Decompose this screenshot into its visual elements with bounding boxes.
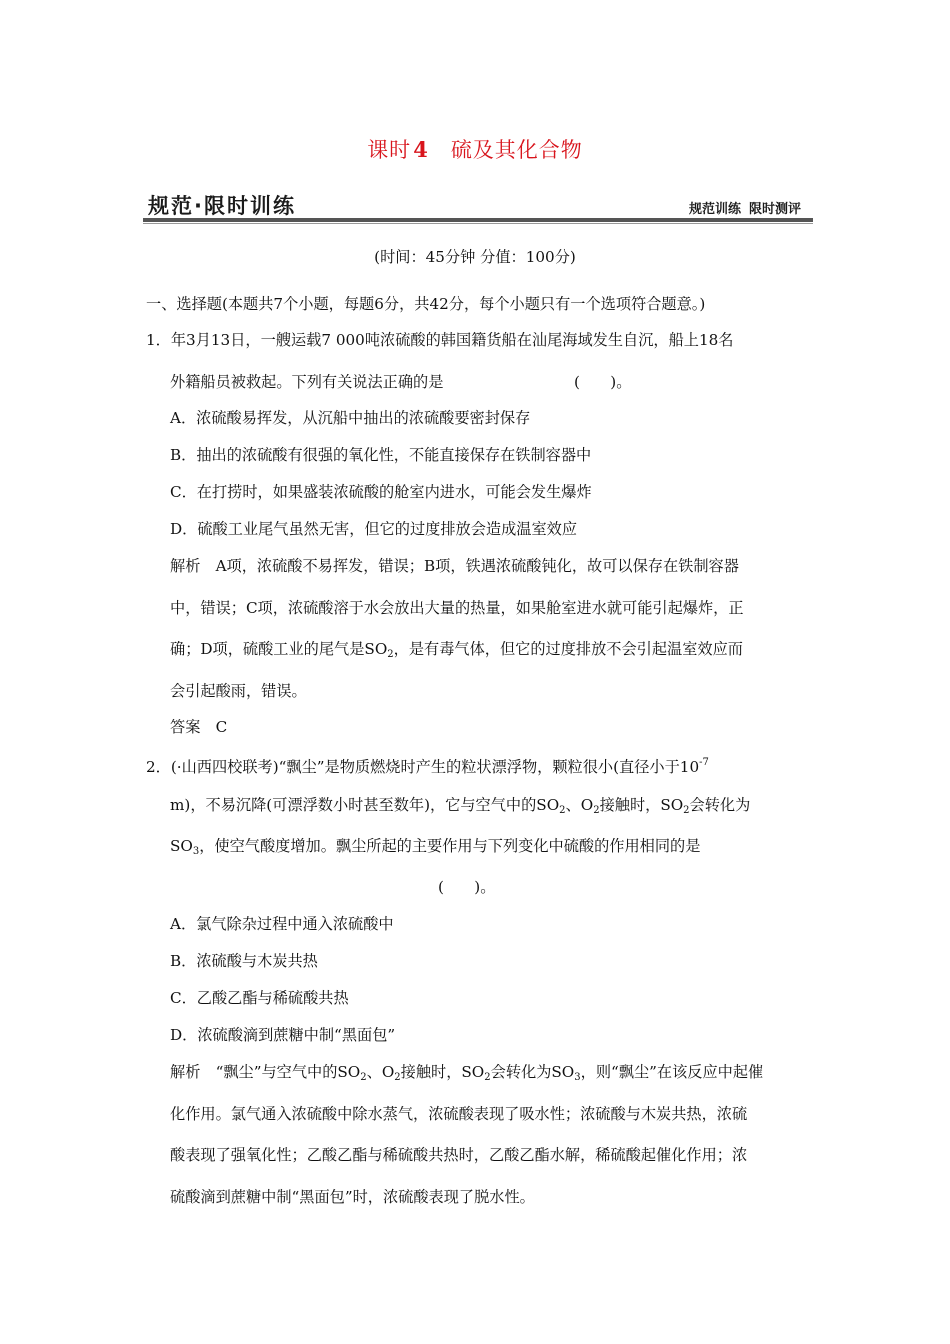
- q1-line1: 1．年3月13日，一艘运载7 000吨浓硫酸的韩国籍货船在汕尾海域发生自沉，船上18名: [146, 331, 734, 349]
- page-title: [0, 134, 950, 164]
- q2-line3: $SO_3$，使空气酸度增加。飘尘所起的主要作用与下列变化中硫酸的作用相同的是: [170, 837, 701, 857]
- q1-option-a: A．浓硫酸易挥发，从沉船中抽出的浓硫酸要密封保存: [170, 409, 531, 427]
- q2-answer-blank: ( )。: [438, 878, 496, 896]
- q2-line1: 2．(·山西四校联考)“飘尘”是物质燃烧时产生的粒状漂浮物，颗粒很小(直径小于$10^{-7}$: [146, 757, 709, 776]
- section-heading: 一、选择题(本题共7个小题，每题6分，共42分，每个小题只有一个选项符合题意。): [146, 295, 706, 313]
- banner-right-a: 规范训练: [688, 202, 741, 217]
- banner-rule: [143, 218, 813, 222]
- q2-analysis-line2: 化作用。氯气通入浓硫酸中除水蒸气，浓硫酸表现了吸水性；浓硫酸与木炭共热，浓硫: [170, 1105, 748, 1123]
- q2-analysis-line1: 解析 “飘尘”与空气中的$SO_2$、$O_2$接触时，$SO_2$会转化为$SO_3$，则“飘尘”在该反应中起催: [170, 1063, 764, 1083]
- q1-option-c: C．在打捞时，如果盛装浓硫酸的舱室内进水，可能会发生爆炸: [170, 483, 592, 501]
- q1-analysis-line1: 解析 A项，浓硫酸不易挥发，错误；B项，铁遇浓硫酸钝化，故可以保存在铁制容器: [170, 557, 739, 575]
- q1-option-b: B．抽出的浓硫酸有很强的氧化性，不能直接保存在铁制容器中: [170, 446, 592, 464]
- q2-analysis-line3: 酸表现了强氧化性；乙酸乙酯与稀硫酸共热时，乙酸乙酯水解，稀硫酸起催化作用；浓: [170, 1146, 748, 1164]
- q1-answer-blank: ( )。: [574, 373, 632, 391]
- q2-option-c: C．乙酸乙酯与稀硫酸共热: [170, 989, 349, 1007]
- title-main: 课时: [367, 138, 412, 162]
- q2-option-d: D．浓硫酸滴到蔗糖中制“黑面包”: [170, 1026, 396, 1044]
- q1-analysis-line4: 会引起酸雨，错误。: [170, 682, 307, 700]
- q1-option-d: D．硫酸工业尾气虽然无害，但它的过度排放会造成温室效应: [170, 520, 578, 538]
- q1-answer: 答案 C: [170, 718, 228, 736]
- banner-right-b: 限时测评: [748, 202, 801, 217]
- banner-left-label: 规范·限时训练: [148, 194, 296, 218]
- q1-analysis-line3: 确；D项，硫酸工业的尾气是$SO_2$，是有毒气体，但它的过度排放不会引起温室效应而: [170, 640, 743, 660]
- title-subtitle: 硫及其化合物: [450, 138, 583, 162]
- title-number: 4: [413, 137, 429, 162]
- q2-line2: m)，不易沉降(可漂浮数小时甚至数年)，它与空气中的$SO_2$、$O_2$接触时，$SO_2$会转化为: [170, 796, 751, 816]
- q2-option-b: B．浓硫酸与木炭共热: [170, 952, 318, 970]
- time-info: (时间：45分钟 分值：100分): [374, 248, 576, 266]
- q1-analysis-line2: 中，错误；C项，浓硫酸溶于水会放出大量的热量，如果舱室进水就可能引起爆炸，正: [170, 599, 744, 617]
- banner-rule-thin: [143, 223, 813, 224]
- q2-analysis-line4: 硫酸滴到蔗糖中制“黑面包”时，浓硫酸表现了脱水性。: [170, 1188, 535, 1206]
- banner-right-label: [689, 198, 801, 217]
- q2-option-a: A．氯气除杂过程中通入浓硫酸中: [170, 915, 394, 933]
- q1-line2: 外籍船员被救起。下列有关说法正确的是: [170, 373, 444, 391]
- section-banner: [143, 190, 813, 224]
